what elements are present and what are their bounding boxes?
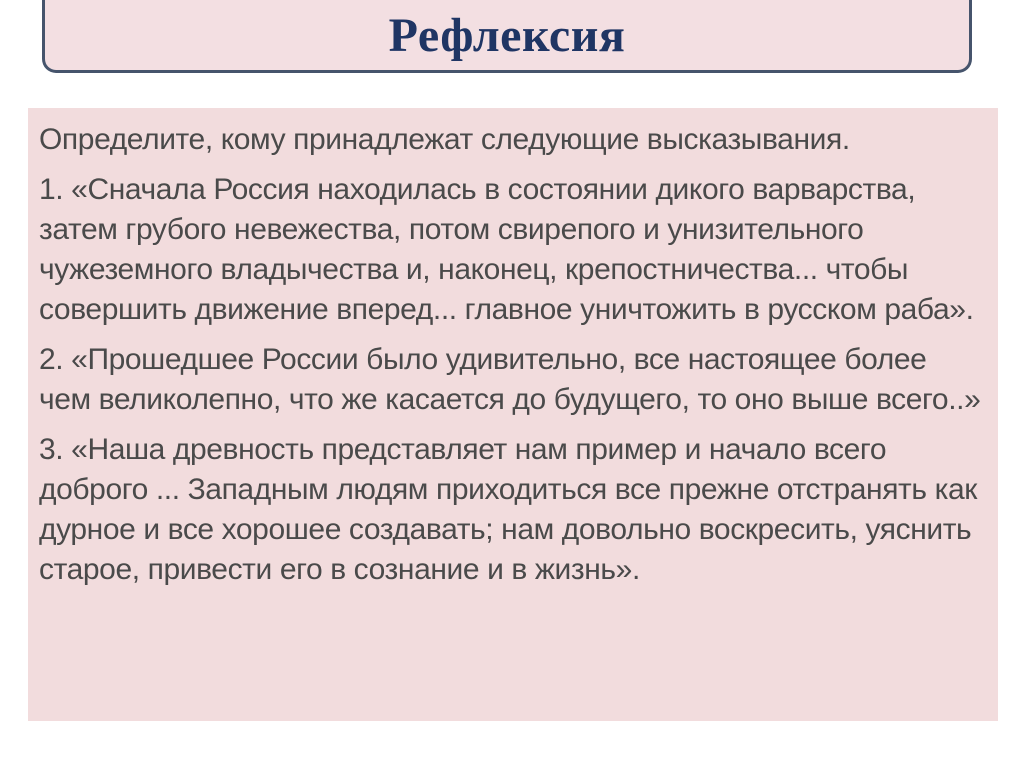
title-banner (42, 0, 972, 73)
quote-2: 2. «Прошедшее России было удивительно, все настоящее более чем великолепно, что же касается до будущего, то оно выше всего..» (39, 343, 981, 416)
quote-3: 3. «Наша древность представляет нам пример и начало всего доброго ... Западным людям приходиться все прежне отстранять как дурное и все хорошее создавать; нам довольно воскресить, уяснить старое, привести его в сознание и в жизнь». (39, 433, 977, 586)
content-panel (28, 108, 998, 721)
quote-1: 1. «Сначала Россия находилась в состоянии дикого варварства, затем грубого невежества, потом свирепого и унизительного чужеземного владычества и, наконец, крепостничества... чтобы совершить движение вперед... главное уничтожить в русском раба». (39, 173, 974, 326)
page-title: Рефлексия (388, 8, 626, 62)
instruction-text: Определите, кому принадлежат следующие высказывания. (39, 123, 850, 156)
